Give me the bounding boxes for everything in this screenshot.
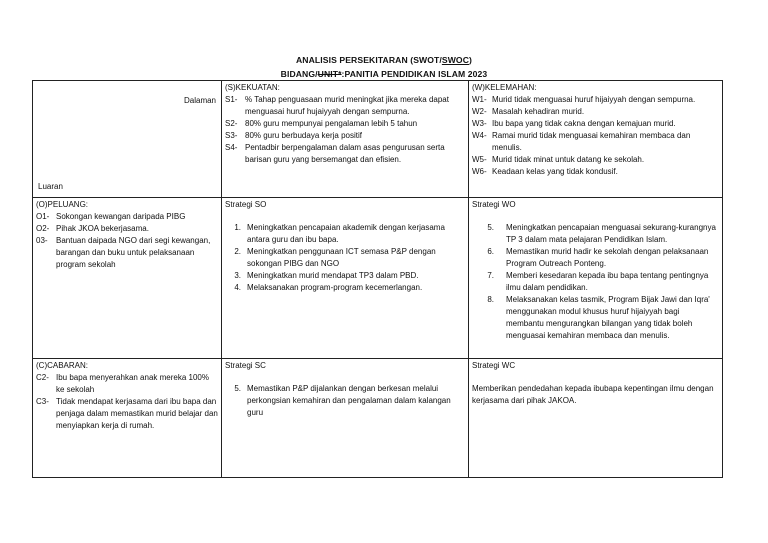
subtitle-struck-text: UNIT* [317,69,342,79]
strategy-wc-cell [469,359,723,478]
item-text: 80% guru mempunyai pengalaman lebih 5 tahun [245,119,418,128]
item-code: S1- [225,95,238,104]
item-text: % Tahap penguasaan murid meningkat jika mereka dapat menguasai huruf hujaiyyah dengan sempurna. [245,95,449,116]
strategy-so-heading: Strategi SO [225,200,267,209]
list-item [472,106,719,118]
title-swoc-underlined: SWOC [441,55,470,65]
strategy-so-list [225,222,465,294]
threats-heading: (C)CABARAN: [36,361,89,370]
item-number: 1. [234,223,241,232]
list-item [225,270,465,282]
strategy-wc-heading: Strategi WC [472,361,516,370]
item-text: Ibu bapa yang tidak cakna dengan kemajuan murid. [492,119,676,128]
list-item [472,130,719,154]
list-item [472,222,719,246]
item-number: 2. [234,247,241,256]
item-number: 8. [487,295,494,304]
list-item [36,396,218,432]
list-item [225,130,465,142]
item-text: 80% guru berbudaya kerja positif [245,131,362,140]
item-number: 3. [234,271,241,280]
weaknesses-heading: (W)KELEMAHAN: [472,83,537,92]
item-text: Meningkatkan murid mendapat TP3 dalam PBD. [247,271,419,280]
strategy-wo-heading: Strategi WO [472,200,516,209]
document-title [0,55,768,65]
strengths-cell [222,81,469,198]
item-text: Meningkatkan penggunaan ICT semasa P&P dengan sokongan PIBG dan NGO [247,247,436,268]
list-item [472,94,719,106]
list-item [225,142,465,166]
strategy-sc-list [225,383,465,419]
swot-table [32,80,723,478]
title-line1-suffix: ) [469,55,472,65]
list-item [472,118,719,130]
strategy-so-cell [222,198,469,359]
item-text: Melaksanakan program-program kecemerlangan. [247,283,423,292]
item-code: W3- [472,119,487,128]
strategy-wc-text: Memberikan pendedahan kepada ibubapa kepentingan ilmu dengan kerjasama dari pihak JAKOA. [472,384,714,405]
title-line1-text: ANALISIS PERSEKITARAN (SWOT/ [296,55,442,65]
item-text: Sokongan kewangan daripada PIBG [56,212,186,221]
strategy-wo-list [472,222,719,342]
list-item [225,94,465,118]
strategy-wo-cell [469,198,723,359]
item-number: 5. [487,223,494,232]
item-code: C2- [36,373,49,382]
list-item [225,222,465,246]
corner-cell [33,81,222,198]
item-text: Pentadbir berpengalaman dalam asas pengurusan serta barisan guru yang bersemangat dan efisien. [245,143,445,164]
list-item [225,246,465,270]
item-text: Ibu bapa menyerahkan anak mereka 100% ke sekolah [56,373,209,394]
item-code: S2- [225,119,238,128]
item-code: S4- [225,143,238,152]
item-code: O2- [36,224,50,233]
list-item [472,294,719,342]
table-row [33,198,723,359]
item-code: W4- [472,131,487,140]
list-item [472,166,719,178]
list-item [472,154,719,166]
item-text: Melaksanakan kelas tasmik, Program Bijak Jawi dan Iqra' menggunakan modul khusus huruf hijaiyyah bagi membantu mengurangkan bilangan yang tidak boleh menguasai kemahiran membaca dan menulis. [506,295,710,340]
item-code: W1- [472,95,487,104]
list-item [225,118,465,130]
item-text: Murid tidak menguasai huruf hijaiyyah dengan sempurna. [492,95,696,104]
list-item [472,270,719,294]
external-label: Luaran [38,182,63,191]
item-text: Memastikan P&P dijalankan dengan berkesan melalui perkongsian kemahiran dan pengalaman dalam kalangan guru [247,384,451,417]
opportunities-heading: (O)PELUANG: [36,200,89,209]
table-row [33,81,723,198]
subtitle-prefix: BIDANG/ [280,69,318,79]
subtitle-suffix: :PANITIA PENDIDIKAN ISLAM 2023 [341,69,488,79]
item-text: Memberi kesedaran kepada ibu bapa tentang pentingnya ilmu dalam pendidikan. [506,271,709,292]
item-code: W2- [472,107,487,116]
item-text: Meningkatkan pencapaian menguasai sekurang-kurangnya TP 3 dalam mata pelajaran Pendidikan Islam. [506,223,716,244]
weaknesses-cell [469,81,723,198]
item-code: W5- [472,155,487,164]
table-row [33,359,723,478]
list-item [36,235,218,271]
document-subtitle [0,69,768,79]
item-text: Pihak JKOA bekerjasama. [56,224,149,233]
item-number: 7. [487,271,494,280]
item-code: 03- [36,236,48,245]
item-text: Masalah kehadiran murid. [492,107,585,116]
list-item [225,383,465,419]
item-number: 6. [487,247,494,256]
item-number: 5. [234,384,241,393]
internal-label: Dalaman [183,96,216,105]
list-item [472,246,719,270]
item-text: Meningkatkan pencapaian akademik dengan kerjasama antara guru dan ibu bapa. [247,223,445,244]
item-code: S3- [225,131,238,140]
item-text: Keadaan kelas yang tidak kondusif. [492,167,618,176]
strategy-sc-cell [222,359,469,478]
item-text: Tidak mendapat kerjasama dari ibu bapa dan penjaga dalam memastikan murid belajar dan menyiapkan kerja di rumah. [56,397,218,430]
item-code: C3- [36,397,49,406]
item-text: Memastikan murid hadir ke sekolah dengan pelaksanaan Program Outreach Ponteng. [506,247,709,268]
strategy-sc-heading: Strategi SC [225,361,266,370]
list-item [36,211,218,223]
threats-cell [33,359,222,478]
item-code: W6- [472,167,487,176]
list-item [36,223,218,235]
item-number: 4. [234,283,241,292]
opportunities-cell [33,198,222,359]
strengths-heading: (S)KEKUATAN: [225,83,280,92]
item-text: Murid tidak minat untuk datang ke sekolah. [492,155,645,164]
list-item [225,282,465,294]
item-text: Bantuan daipada NGO dari segi kewangan, barangan dan buku untuk pelaksanaan program sekolah [56,236,211,269]
item-code: O1- [36,212,50,221]
item-text: Ramai murid tidak menguasai kemahiran membaca dan menulis. [492,131,691,152]
list-item [36,372,218,396]
